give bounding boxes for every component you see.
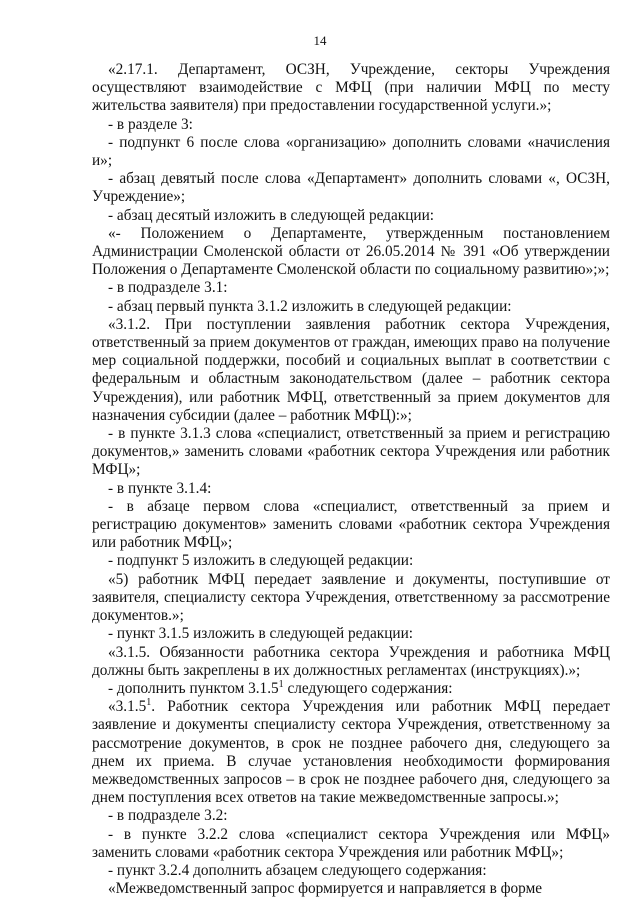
paragraph: - абзац первый пункта 3.1.2 изложить в следующей редакции:: [108, 297, 512, 315]
paragraph: «5) работник МФЦ передает заявление и документы, поступившие от заявителя, специалисту сектора Учреждения, ответственному за рассмотрение документов.»;: [92, 570, 610, 625]
paragraph: - подпункт 5 изложить в следующей редакции:: [108, 552, 414, 570]
paragraph: - абзац десятый изложить в следующей редакции:: [108, 206, 434, 224]
paragraph: «- Положением о Департаменте, утвержденным постановлением Администрации Смоленской области от 26.05.2014 № 391 «Об утверждении Положения о Департаменте Смоленской области по социальному развитию»;»;: [92, 224, 610, 279]
paragraph: «Межведомственный запрос формируется и направляется в форме: [108, 880, 543, 898]
paragraph: [92, 680, 610, 698]
paragraph: - абзац девятый после слова «Департамент» дополнить словами «, ОСЗН, Учреждение»;: [92, 170, 610, 206]
page-number: 14: [313, 33, 327, 48]
paragraph: «3.1.5. Обязанности работника сектора Учреждения и работника МФЦ должны быть закреплены в их должностных регламентах (инструкциях).»;: [92, 643, 610, 679]
paragraph: - в пункте 3.1.3 слова «специалист, ответственный за прием и регистрацию документов,» заменить словами «работник сектора Учреждения или работник МФЦ»;: [92, 425, 610, 479]
paragraph: - пункт 3.2.4 дополнить абзацем следующего содержания:: [108, 861, 487, 879]
paragraph: - в пункте 3.1.4:: [108, 479, 212, 497]
paragraph: - подпункт 6 после слова «организацию» дополнить словами «начисления и»;: [92, 133, 610, 170]
paragraph: - в подразделе 3.1:: [108, 279, 228, 297]
superscript: 1: [146, 697, 152, 709]
paragraph: [92, 698, 610, 807]
paragraph: - в подразделе 3.2:: [108, 807, 228, 825]
superscript: 1: [278, 678, 284, 690]
paragraph: «2.17.1. Департамент, ОСЗН, Учреждение, секторы Учреждения осуществляют взаимодействие с МФЦ (при наличии МФЦ по месту жительства заявителя) при предоставлении государственной услуги.»;: [92, 61, 610, 115]
text-run: . Работник сектора Учреждения или работник МФЦ передает заявление и документы специалисту сектора Учреждения, ответственному за рассмотрение документов, в срок не позднее рабочего дня, следующего за днем их приема. В случае установления необходимости формирования межведомственных запросов – в срок не позднее рабочего дня, следующего за днем поступления всех ответов на такие межведомственные запросы.»;: [92, 698, 610, 807]
paragraph: - в абзаце первом слова «специалист, ответственный за прием и регистрацию документов» заменить словами «работник сектора Учреждения или работник МФЦ»;: [92, 497, 610, 552]
text-run: - дополнить пунктом 3.1.5: [108, 679, 279, 697]
paragraph: - в пункте 3.2.2 слова «специалист сектора Учреждения или МФЦ» заменить словами «работник сектора Учреждения или работник МФЦ»;: [92, 825, 610, 861]
text-run: «3.1.5: [108, 698, 147, 716]
paragraph: - пункт 3.1.5 изложить в следующей редакции:: [108, 625, 414, 643]
paragraph: - в разделе 3:: [108, 115, 193, 133]
text-run: следующего содержания:: [283, 679, 453, 697]
paragraph: «3.1.2. При поступлении заявления работник сектора Учреждения, ответственный за прием документов от граждан, имеющих право на получение мер социальной поддержки, пособий и социальных выплат в соответствии с федеральным и областным законодательством (далее – работник сектора Учреждения), или работник МФЦ, ответственный за прием документов для назначения субсидии (далее – работник МФЦ):»;: [92, 315, 610, 424]
document-body: [92, 61, 610, 898]
